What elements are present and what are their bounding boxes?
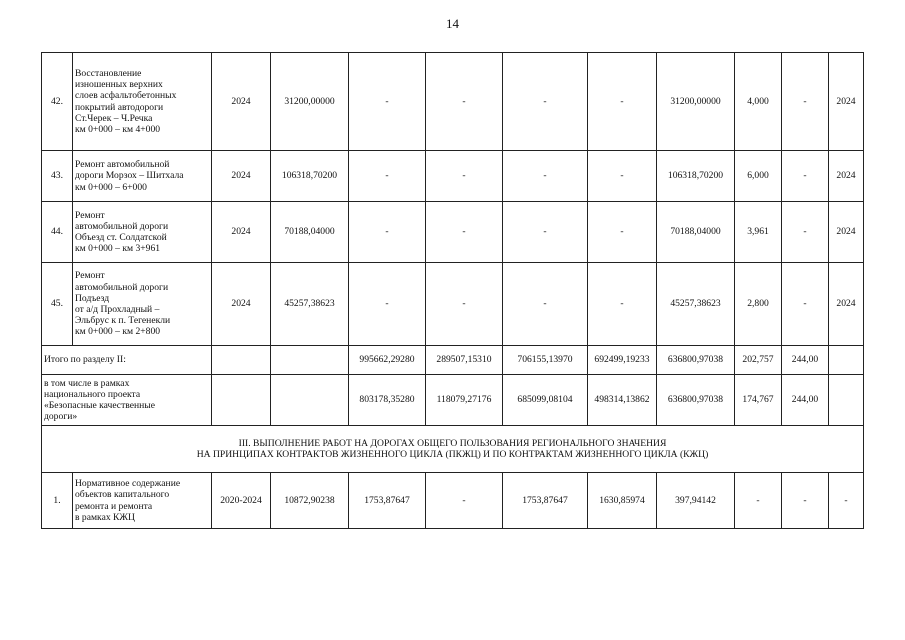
empty-cell bbox=[271, 375, 349, 426]
value-cell: 2024 bbox=[829, 263, 864, 346]
row-number: 44. bbox=[42, 202, 73, 263]
value-cell: 2024 bbox=[829, 202, 864, 263]
value-cell: - bbox=[735, 473, 782, 529]
value-cell bbox=[829, 375, 864, 426]
table-row bbox=[42, 263, 864, 346]
value-cell: - bbox=[426, 473, 503, 529]
value-cell: 45257,38623 bbox=[657, 263, 735, 346]
empty-cell bbox=[271, 346, 349, 375]
value-cell bbox=[829, 346, 864, 375]
page-number: 14 bbox=[446, 16, 459, 31]
object-name: Восстановление изношенных верхних слоев асфальтобетонных покрытий автодороги Ст.Черек – Ч.Речка км 0+000 – км 4+000 bbox=[73, 53, 212, 151]
table-row bbox=[42, 53, 864, 151]
value-cell: 31200,00000 bbox=[271, 53, 349, 151]
value-cell: 1630,85974 bbox=[588, 473, 657, 529]
value-cell: 118079,27176 bbox=[426, 375, 503, 426]
total-row bbox=[42, 346, 864, 375]
table-row bbox=[42, 151, 864, 202]
value-cell: - bbox=[588, 263, 657, 346]
value-cell: 636800,97038 bbox=[657, 375, 735, 426]
value-cell: - bbox=[503, 263, 588, 346]
years-cell: 2024 bbox=[212, 151, 271, 202]
total-label: Итого по разделу II: bbox=[42, 346, 212, 375]
value-cell: - bbox=[782, 473, 829, 529]
value-cell: 70188,04000 bbox=[271, 202, 349, 263]
value-cell: 244,00 bbox=[782, 346, 829, 375]
value-cell: - bbox=[426, 151, 503, 202]
object-name: Ремонт автомобильной дороги Объезд ст. Солдатской км 0+000 – км 3+961 bbox=[73, 202, 212, 263]
national-project-label: в том числе в рамках национального проекта «Безопасные качественные дороги» bbox=[42, 375, 212, 426]
value-cell: 31200,00000 bbox=[657, 53, 735, 151]
row-number: 45. bbox=[42, 263, 73, 346]
years-cell: 2024 bbox=[212, 202, 271, 263]
value-cell: 803178,35280 bbox=[349, 375, 426, 426]
years-cell: 2020-2024 bbox=[212, 473, 271, 529]
value-cell: - bbox=[503, 151, 588, 202]
value-cell: - bbox=[782, 53, 829, 151]
value-cell: 106318,70200 bbox=[271, 151, 349, 202]
value-cell: - bbox=[349, 151, 426, 202]
road-works-table bbox=[41, 52, 864, 529]
value-cell: - bbox=[782, 151, 829, 202]
value-cell: - bbox=[588, 53, 657, 151]
value-cell: - bbox=[349, 263, 426, 346]
value-cell: 1753,87647 bbox=[503, 473, 588, 529]
section-3-title bbox=[42, 426, 864, 473]
value-cell: - bbox=[503, 202, 588, 263]
table-row bbox=[42, 473, 864, 529]
value-cell: - bbox=[426, 53, 503, 151]
years-cell: 2024 bbox=[212, 263, 271, 346]
value-cell: - bbox=[426, 202, 503, 263]
value-cell: 106318,70200 bbox=[657, 151, 735, 202]
value-cell: - bbox=[588, 202, 657, 263]
value-cell: 706155,13970 bbox=[503, 346, 588, 375]
value-cell: - bbox=[349, 53, 426, 151]
value-cell: 70188,04000 bbox=[657, 202, 735, 263]
value-cell: - bbox=[782, 263, 829, 346]
years-cell: 2024 bbox=[212, 53, 271, 151]
table-row bbox=[42, 202, 864, 263]
value-cell: - bbox=[588, 151, 657, 202]
value-cell: 45257,38623 bbox=[271, 263, 349, 346]
value-cell: 636800,97038 bbox=[657, 346, 735, 375]
national-project-row bbox=[42, 375, 864, 426]
value-cell: 6,000 bbox=[735, 151, 782, 202]
empty-cell bbox=[212, 375, 271, 426]
value-cell: 2024 bbox=[829, 53, 864, 151]
object-name: Ремонт автомобильной дороги Морзох – Шитхала км 0+000 – 6+000 bbox=[73, 151, 212, 202]
value-cell: - bbox=[426, 263, 503, 346]
value-cell: - bbox=[349, 202, 426, 263]
section-header-row bbox=[42, 426, 864, 473]
value-cell: 2,800 bbox=[735, 263, 782, 346]
value-cell: 202,757 bbox=[735, 346, 782, 375]
object-name: Нормативное содержание объектов капитального ремонта и ремонта в рамках КЖЦ bbox=[73, 473, 212, 529]
value-cell: 995662,29280 bbox=[349, 346, 426, 375]
value-cell: - bbox=[829, 473, 864, 529]
object-name: Ремонт автомобильной дороги Подъезд от а/д Прохладный – Эльбрус к п. Тегенекли км 0+000 – км 2+800 bbox=[73, 263, 212, 346]
value-cell: 289507,15310 bbox=[426, 346, 503, 375]
value-cell: 498314,13862 bbox=[588, 375, 657, 426]
value-cell: 2024 bbox=[829, 151, 864, 202]
row-number: 43. bbox=[42, 151, 73, 202]
value-cell: 244,00 bbox=[782, 375, 829, 426]
value-cell: 10872,90238 bbox=[271, 473, 349, 529]
value-cell: 692499,19233 bbox=[588, 346, 657, 375]
row-number: 42. bbox=[42, 53, 73, 151]
value-cell: 397,94142 bbox=[657, 473, 735, 529]
section-3-title-line2: НА ПРИНЦИПАХ КОНТРАКТОВ ЖИЗНЕННОГО ЦИКЛА (ПКЖЦ) И ПО КОНТРАКТАМ ЖИЗНЕННОГО ЦИКЛА (КЖЦ) bbox=[196, 449, 709, 460]
value-cell: 1753,87647 bbox=[349, 473, 426, 529]
value-cell: 3,961 bbox=[735, 202, 782, 263]
value-cell: 174,767 bbox=[735, 375, 782, 426]
value-cell: - bbox=[782, 202, 829, 263]
row-number: 1. bbox=[42, 473, 73, 529]
section-3-title-line1: III. ВЫПОЛНЕНИЕ РАБОТ НА ДОРОГАХ ОБЩЕГО ПОЛЬЗОВАНИЯ РЕГИОНАЛЬНОГО ЗНАЧЕНИЯ bbox=[238, 437, 667, 449]
value-cell: 4,000 bbox=[735, 53, 782, 151]
value-cell: 685099,08104 bbox=[503, 375, 588, 426]
value-cell: - bbox=[503, 53, 588, 151]
empty-cell bbox=[212, 346, 271, 375]
